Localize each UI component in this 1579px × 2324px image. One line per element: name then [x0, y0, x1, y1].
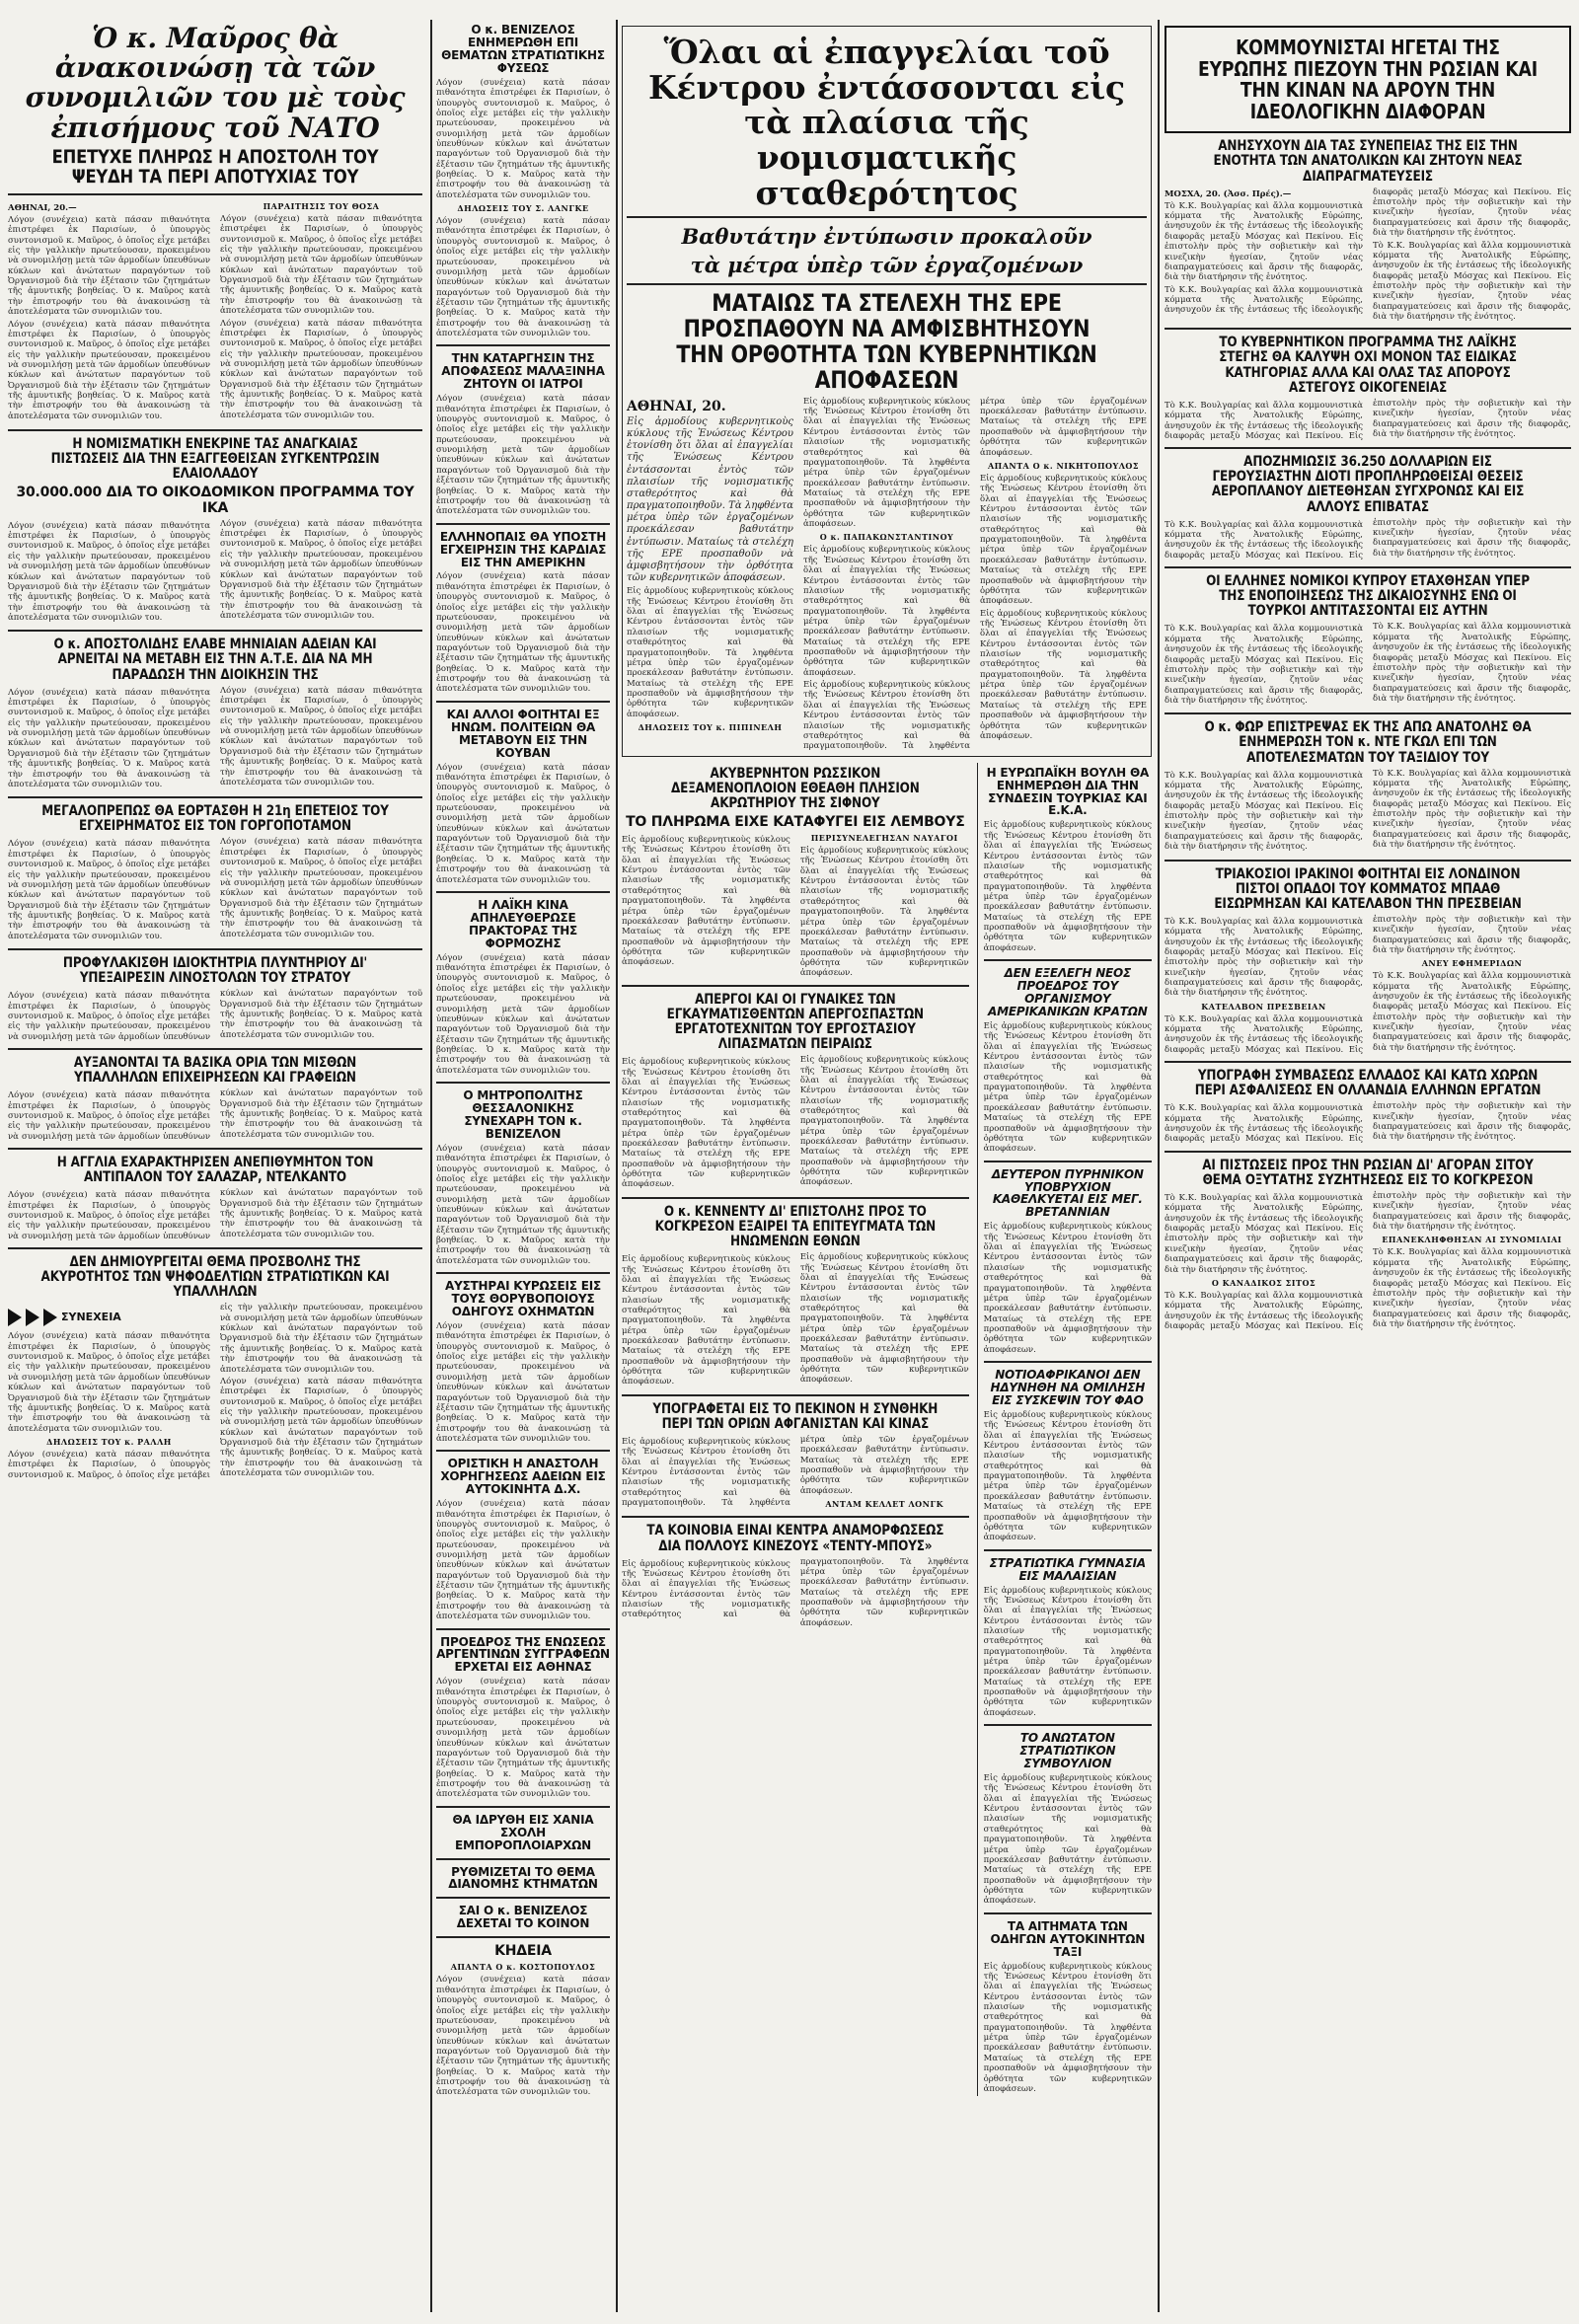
article-body — [622, 1055, 969, 1191]
headline: ΑΙ ΠΙΣΤΩΣΕΙΣ ΠΡΟΣ ΤΗΝ ΡΩΣΙΑΝ ΔΙ' ΑΓΟΡΑΝ ΣΙΤΟΥ ΘΕΜΑ ΟΞΥΤΑΤΗΣ ΣΥΖΗΤΗΣΕΩΣ ΕΙΣ ΤΟ ΚΟΓΚΡΕΣΟΝ — [1202, 1157, 1534, 1188]
divider — [1165, 566, 1571, 568]
section-signoff: ΔΗΛΩΣΕΙΣ ΤΟΥ κ. ΠΙΠΙΝΕΛΗ — [638, 722, 783, 733]
divider — [1165, 328, 1571, 330]
divider — [984, 1361, 1152, 1363]
headline: ΤΑ ΚΟΙΝΟΒΙΑ ΕΙΝΑΙ ΚΕΝΤΡΑ ΑΝΑΜΟΡΦΩΣΕΩΣ ΔΙΑ ΠΟΛΛΟΥΣ ΚΙΝΕΖΟΥΣ «ΤΕΝΤΥ-ΜΠΟΥΣ» — [646, 1523, 944, 1554]
headline: Η ΕΥΡΩΠΑΪΚΗ ΒΟΥΛΗ ΘΑ ΕΝΗΜΕΡΩΘΗ ΔΙΑ ΤΗΝ ΣΥΝΔΕΣΙΝ ΤΟΥΡΚΙΑΣ ΚΑΙ Ε.Κ.Α. — [986, 765, 1150, 818]
article-body — [622, 1435, 969, 1510]
divider — [1165, 860, 1571, 862]
article-text: Τὸ Κ.Κ. Βουλγαρίας καὶ ἄλλα κομμουνιστικὰ κόμματα τῆς Ἀνατολικῆς Εὐρώπης, ἀνησυχοῦν ἐκ τῆς ἐντάσεως τῆς ἰδεολογικῆς διαφορᾶς μεταξὺ Μόσχας καὶ Πεκίνου. Εἰς ἐπιστολὴν πρὸς τὴν σοβιετικὴν καὶ τὴν κινεζικὴν ἡγεσίαν, ζητοῦν νέας διαπραγματεύσεις καὶ ἄρσιν τῆς διαφορᾶς, διὰ τὴν διατήρησιν τῆς ἑνότητος. — [1373, 971, 1571, 1053]
article-body — [8, 1088, 422, 1142]
dateline: ΑΘΗΝΑΙ, 20.— — [8, 202, 77, 213]
article-body — [1165, 1101, 1571, 1144]
headline: ΘΑ ΙΔΡΥΘΗ ΕΙΣ ΧΑΝΙΑ ΣΧΟΛΗ ΕΜΠΟΡΟΠΛΟΙΑΡΧΩΝ — [452, 1812, 594, 1852]
article-text: Εἰς ἁρμοδίους κυβερνητικοὺς κύκλους τῆς Ἑνώσεως Κέντρου ἐτονίσθη ὅτι ὅλαι αἱ ἐπαγγελίαι τῆς Ἑνώσεως Κέντρου ἐντάσσονται ἐντὸς τῶν πλαισίων τῆς νομισματικῆς σταθερότητος καὶ θὰ πραγματοποιηθοῦν. Τὰ ληφθέντα μέτρα ὑπὲρ τῶν ἐργαζομένων προεκάλεσαν βαθυτάτην ἐντύπωσιν. Ματαίως τὰ στελέχη τῆς ΕΡΕ προσπαθοῦν νὰ ἀμφισβητήσουν τὴν ὀρθότητα τῶν κυβερνητικῶν ἀποφάσεων. — [622, 1435, 969, 1509]
article-text: Εἰς ἁρμοδίους κυβερνητικοὺς κύκλους τῆς Ἑνώσεως Κέντρου ἐτονίσθη ὅτι ὅλαι αἱ ἐπαγγελίαι τῆς Ἑνώσεως Κέντρου ἐντάσσονται ἐντὸς τῶν πλαισίων τῆς νομισματικῆς σταθερότητος καὶ θὰ πραγματοποιηθοῦν. Τὰ ληφθέντα μέτρα ὑπὲρ τῶν ἐργαζομένων προεκάλεσαν βαθυτάτην ἐντύπωσιν. Ματαίως τὰ στελέχη τῆς ΕΡΕ προσπαθοῦν νὰ ἀμφισβητήσουν τὴν ὀρθότητα τῶν κυβερνητικῶν ἀποφάσεων. — [980, 473, 1147, 607]
article-text: Εἰς ἁρμοδίους κυβερνητικοὺς κύκλους τῆς Ἑνώσεως Κέντρου ἐτονίσθη ὅτι ὅλαι αἱ ἐπαγγελίαι τῆς Ἑνώσεως Κέντρου ἐντάσσονται ἐντὸς τῶν πλαισίων τῆς νομισματικῆς σταθερότητος καὶ θὰ πραγματοποιηθοῦν. Τὰ ληφθέντα μέτρα ὑπὲρ τῶν ἐργαζομένων προεκάλεσαν βαθυτάτην ἐντύπωσιν. Ματαίως τὰ στελέχη τῆς ΕΡΕ προσπαθοῦν νὰ ἀμφισβητήσουν τὴν ὀρθότητα τῶν κυβερνητικῶν ἀποφάσεων. — [983, 1409, 1152, 1543]
article-text: Εἰς ἁρμοδίους κυβερνητικοὺς κύκλους τῆς Ἑνώσεως Κέντρου ἐτονίσθη ὅτι ὅλαι αἱ ἐπαγγελίαι τῆς Ἑνώσεως Κέντρου ἐντάσσονται ἐντὸς τῶν πλαισίων τῆς νομισματικῆς σταθερότητος καὶ θὰ πραγματοποιηθοῦν. Τὰ ληφθέντα μέτρα ὑπὲρ τῶν ἐργαζομένων προεκάλεσαν βαθυτάτην ἐντύπωσιν. Ματαίως τὰ στελέχη τῆς ΕΡΕ προσπαθοῦν νὰ ἀμφισβητήσουν τὴν ὀρθότητα τῶν κυβερνητικῶν ἀποφάσεων. — [983, 1585, 1152, 1718]
headline: ΠΡΟΕΔΡΟΣ ΤΗΣ ΕΝΩΣΕΩΣ ΑΡΓΕΝΤΙΝΩΝ ΣΥΓΓΡΑΦΕΩΝ ΕΡΧΕΤΑΙ ΕΙΣ ΑΘΗΝΑΣ — [436, 1634, 610, 1675]
section-signoff: Ο κ. ΠΑΠΑΚΩΝΣΤΑΝΤΙΝΟΥ — [819, 532, 954, 543]
divider — [1165, 447, 1571, 449]
article-text: Τὸ Κ.Κ. Βουλγαρίας καὶ ἄλλα κομμουνιστικὰ κόμματα τῆς Ἀνατολικῆς Εὐρώπης, ἀνησυχοῦν ἐκ τῆς ἐντάσεως τῆς ἰδεολογικῆς διαφορᾶς μεταξὺ Μόσχας καὶ Πεκίνου. Εἰς ἐπιστολὴν πρὸς τὴν σοβιετικὴν καὶ τὴν κινεζικὴν ἡγεσίαν, ζητοῦν νέας διαπραγματεύσεις καὶ ἄρσιν τῆς διαφορᾶς, διὰ τὴν διατήρησιν τῆς ἑνότητος. — [1165, 200, 1363, 283]
headline: Η ΛΑΪΚΗ ΚΙΝΑ ΑΠΗΛΕΥΘΕΡΩΣΕ ΠΡΑΚΤΟΡΑΣ ΤΗΣ ΦΟΡΜΟΖΗΣ — [468, 897, 578, 950]
headline: ΣΤΡΑΤΙΩΤΙΚΑ ΓΥΜΝΑΣΙΑ ΕΙΣ ΜΑΛΑΙΣΙΑΝ — [989, 1555, 1146, 1583]
headline: ΠΡΟΦΥΛΑΚΙΣΘΗ ΙΔΙΟΚΤΗΤΡΙΑ ΠΛΥΝΤΗΡΙΟΥ ΔΙ' ΥΠΕΞΑΙΡΕΣΙΝ ΛΙΝΟΣΤΟΛΩΝ ΤΟΥ ΣΤΡΑΤΟΥ — [62, 955, 368, 987]
subheadline: ΕΠΕΤΥΧΕ ΠΛΗΡΩΣ Η ΑΠΟΣΤΟΛΗ ΤΟΥ ΨΕΥΔΗ ΤΑ ΠΕΡΙ ΑΠΟΤΥΧΙΑΣ ΤΟΥ — [51, 145, 379, 188]
article-text: Λόγον (συνέχεια) κατὰ πάσαν πιθανότητα ἐπιστρέφει ἐκ Παρισίων, ὁ ὑπουργὸς συντονισμοῦ κ. Μαῦρος, ὁ ὁποῖος εἶχε μετάβει εἰς τὴν γαλλικὴν πρωτεύουσαν, προκειμένου νὰ συνομιλήσῃ μετὰ τῶν ἁρμοδίων ὑπευθύνων κύκλων καὶ ἀνώτατων παραγόντων τοῦ Ὀργανισμοῦ διὰ τὴν ἐξέτασιν τῶν ζητημάτων τῆς ἀμυντικῆς βοηθείας. Ὁ κ. Μαῦρος κατὰ τὴν ἐπιστροφήν του θὰ ἀνακοινώσῃ τὰ ἀποτελέσματα τῶν συνομιλιῶν του. — [8, 1188, 422, 1241]
article-text: Τὸ Κ.Κ. Βουλγαρίας καὶ ἄλλα κομμουνιστικὰ κόμματα τῆς Ἀνατολικῆς Εὐρώπης, ἀνησυχοῦν ἐκ τῆς ἐντάσεως τῆς ἰδεολογικῆς διαφορᾶς μεταξὺ Μόσχας καὶ Πεκίνου. Εἰς ἐπιστολὴν πρὸς τὴν σοβιετικὴν καὶ τὴν κινεζικὴν ἡγεσίαν, ζητοῦν νέας διαπραγματεύσεις καὶ ἄρσιν τῆς διαφορᾶς, διὰ τὴν διατήρησιν τῆς ἑνότητος. — [1373, 768, 1571, 851]
article-text: Λόγον (συνέχεια) κατὰ πάσαν πιθανότητα ἐπιστρέφει ἐκ Παρισίων, ὁ ὑπουργὸς συντονισμοῦ κ. Μαῦρος, ὁ ὁποῖος εἶχε μετάβει εἰς τὴν γαλλικὴν πρωτεύουσαν, προκειμένου νὰ συνομιλήσῃ μετὰ τῶν ἁρμοδίων ὑπευθύνων κύκλων καὶ ἀνώτατων παραγόντων τοῦ Ὀργανισμοῦ διὰ τὴν ἐξέτασιν τῶν ζητημάτων τῆς ἀμυντικῆς βοηθείας. Ὁ κ. Μαῦρος κατὰ τὴν ἐπιστροφήν του θὰ ἀνακοινώσῃ τὰ ἀποτελέσματα τῶν συνομιλιῶν του. — [8, 1088, 422, 1142]
headline: ΕΛΛΗΝΟΠΑΙΣ ΘΑ ΥΠΟΣΤΗ ΕΓΧΕΙΡΗΣΙΝ ΤΗΣ ΚΑΡΔΙΑΣ ΕΙΣ ΤΗΝ ΑΜΕΡΙΚΗΝ — [439, 529, 607, 569]
headline: ΟΙ ΕΛΛΗΝΕΣ ΝΟΜΙΚΟΙ ΚΥΠΡΟΥ ΕΤΑΧΘΗΣΑΝ ΥΠΕΡ ΤΗΣ ΕΝΟΠΟΙΗΣΕΩΣ ΤΗΣ ΔΙΚΑΙΟΣΥΝΗΣ ΕΝΩ ΟΙ ΤΟΥΡΚΟΙ ΑΝΤΙΤΑΣΣΟΝΤΑΙ ΕΙΣ ΑΥΤΗΝ — [1206, 573, 1530, 620]
lead-headline: ΚΟΜΜΟΥΝΙΣΤΑΙ ΗΓΕΤΑΙ ΤΗΣ ΕΥΡΩΠΗΣ ΠΙΕΖΟΥΝ ΤΗΝ ΡΩΣΙΑΝ ΚΑΙ ΤΗΝ ΚΙΝΑΝ ΝΑ ΑΡΟΥΝ ΤΗΝ ΙΔΕΟΛΟΓΙΚΗΝ ΔΙΑΦΟΡΑΝ — [1198, 36, 1538, 123]
article-body — [8, 1303, 422, 1480]
article-text: Εἰς ἁρμοδίους κυβερνητικοὺς κύκλους τῆς Ἑνώσεως Κέντρου ἐτονίσθη ὅτι ὅλαι αἱ ἐπαγγελίαι τῆς Ἑνώσεως Κέντρου ἐντάσσονται ἐντὸς τῶν πλαισίων τῆς νομισματικῆς σταθερότητος καὶ θὰ πραγματοποιηθοῦν. Τὰ ληφθέντα μέτρα ὑπὲρ τῶν ἐργαζομένων προεκάλεσαν βαθυτάτην ἐντύπωσιν. Ματαίως τὰ στελέχη τῆς ΕΡΕ προσπαθοῦν νὰ ἀμφισβητήσουν τὴν ὀρθότητα τῶν κυβερνητικῶν ἀποφάσεων. — [803, 396, 970, 530]
headline: ΤΡΙΑΚΟΣΙΟΙ ΙΡΑΚΙΝΟΙ ΦΟΙΤΗΤΑΙ ΕΙΣ ΛΟΝΔΙΝΟΝ ΠΙΣΤΟΙ ΟΠΑΔΟΙ ΤΟΥ ΚΟΜΜΑΤΟΣ ΜΠΑΑΘ ΕΙΣΩΡΜΗΣΑΝ ΚΑΙ ΚΑΤΕΛΑΒΟΝ ΤΗΝ ΠΡΕΣΒΕΙΑΝ — [1214, 865, 1522, 912]
headline: ΑΥΣΤΗΡΑΙ ΚΥΡΩΣΕΙΣ ΕΙΣ ΤΟΥΣ ΘΟΡΥΒΟΠΟΙΟΥΣ ΟΔΗΓΟΥΣ ΟΧΗΜΑΤΩΝ — [444, 1279, 601, 1319]
column-left — [8, 20, 422, 2314]
article-text: Λόγον (συνέχεια) κατὰ πάσαν πιθανότητα ἐπιστρέφει ἐκ Παρισίων, ὁ ὑπουργὸς συντονισμοῦ κ. Μαῦρος, ὁ ὁποῖος εἶχε μετάβει εἰς τὴν γαλλικὴν πρωτεύουσαν, προκειμένου νὰ συνομιλήσῃ μετὰ τῶν ἁρμοδίων ὑπευθύνων κύκλων καὶ ἀνώτατων παραγόντων τοῦ Ὀργανισμοῦ διὰ τὴν ἐξέτασιν τῶν ζητημάτων τῆς ἀμυντικῆς βοηθείας. Ὁ κ. Μαῦρος κατὰ τὴν ἐπιστροφήν του θὰ ἀνακοινώσῃ τὰ ἀποτελέσματα τῶν συνομιλιῶν του. — [220, 1376, 422, 1479]
divider — [984, 1161, 1152, 1162]
headline: ΑΥΞΑΝΟΝΤΑΙ ΤΑ ΒΑΣΙΚΑ ΟΡΙΑ ΤΩΝ ΜΙΣΘΩΝ ΥΠΑΛΛΗΛΩΝ ΕΠΙΧΕΙΡΗΣΕΩΝ ΚΑΙ ΓΡΑΦΕΙΩΝ — [73, 1055, 357, 1087]
section-signoff: ΕΠΑΝΕΚΛΗΦΘΗΣΑΝ ΑΙ ΣΥΝΟΜΙΛΙΑΙ — [1382, 1235, 1562, 1245]
divider — [1165, 712, 1571, 714]
lower-center — [622, 763, 1152, 2097]
headline: ΜΕΓΑΛΟΠΡΕΠΩΣ ΘΑ ΕΟΡΤΑΣΘΗ Η 21η ΕΠΕΤΕΙΟΣ ΤΟΥ ΕΓΧΕΙΡΗΜΑΤΟΣ ΕΙΣ ΤΟΝ ΓΟΡΓΟΠΟΤΑΜΟΝ — [41, 803, 389, 835]
article-body — [8, 686, 422, 791]
dateline: ΜΟΣΧΑ, 20. (Ἀσσ. Πρές).— — [1165, 188, 1292, 199]
article-text: Τὸ Κ.Κ. Βουλγαρίας καὶ ἄλλα κομμουνιστικὰ κόμματα τῆς Ἀνατολικῆς Εὐρώπης, ἀνησυχοῦν ἐκ τῆς ἐντάσεως τῆς ἰδεολογικῆς διαφορᾶς μεταξὺ Μόσχας καὶ Πεκίνου. Εἰς ἐπιστολὴν πρὸς τὴν σοβιετικὴν καὶ τὴν κινεζικὴν ἡγεσίαν, ζητοῦν νέας διαπραγματεύσεις καὶ ἄρσιν τῆς διαφορᾶς, διὰ τὴν διατήρησιν τῆς ἑνότητος. — [1165, 187, 1571, 316]
article-text: Λόγον (συνέχεια) κατὰ πάσαν πιθανότητα ἐπιστρέφει ἐκ Παρισίων, ὁ ὑπουργὸς συντονισμοῦ κ. Μαῦρος, ὁ ὁποῖος εἶχε μετάβει εἰς τὴν γαλλικὴν πρωτεύουσαν, προκειμένου νὰ συνομιλήσῃ μετὰ τῶν ἁρμοδίων ὑπευθύνων κύκλων καὶ ἀνώτατων παραγόντων τοῦ Ὀργανισμοῦ διὰ τὴν ἐξέτασιν τῶν ζητημάτων τῆς ἀμυντικῆς βοηθείας. Ὁ κ. Μαῦρος κατὰ τὴν ἐπιστροφήν του θὰ ἀνακοινώσῃ τὰ ἀποτελέσματα τῶν συνομιλιῶν του. — [8, 989, 422, 1042]
divider — [436, 1858, 610, 1860]
arrow-icon — [8, 1309, 22, 1326]
divider — [1165, 1151, 1571, 1153]
lower-center-side — [977, 763, 1152, 2097]
article-text: Λόγον (συνέχεια) κατὰ πάσαν πιθανότητα ἐπιστρέφει ἐκ Παρισίων, ὁ ὑπουργὸς συντονισμοῦ κ. Μαῦρος, ὁ ὁποῖος εἶχε μετάβει εἰς τὴν γαλλικὴν πρωτεύουσαν, προκειμένου νὰ συνομιλήσῃ μετὰ τῶν ἁρμοδίων ὑπευθύνων κύκλων καὶ ἀνώτατων παραγόντων τοῦ Ὀργανισμοῦ διὰ τὴν ἐξέτασιν τῶν ζητημάτων τῆς ἀμυντικῆς βοηθείας. Ὁ κ. Μαῦρος κατὰ τὴν ἐπιστροφήν του θὰ ἀνακοινώσῃ τὰ ἀποτελέσματα τῶν συνομιλιῶν του. — [8, 214, 210, 318]
article-text: Εἰς ἁρμοδίους κυβερνητικοὺς κύκλους τῆς Ἑνώσεως Κέντρου ἐτονίσθη ὅτι ὅλαι αἱ ἐπαγγελίαι τῆς Ἑνώσεως Κέντρου ἐντάσσονται ἐντὸς τῶν πλαισίων τῆς νομισματικῆς σταθερότητος καὶ θὰ πραγματοποιηθοῦν. Τὰ ληφθέντα μέτρα ὑπὲρ τῶν ἐργαζομένων προεκάλεσαν βαθυτάτην ἐντύπωσιν. Ματαίως τὰ στελέχη τῆς ΕΡΕ προσπαθοῦν νὰ ἀμφισβητήσουν τὴν ὀρθότητα τῶν κυβερνητικῶν ἀποφάσεων. — [799, 1055, 969, 1188]
headline: Ο κ. ΦΩΡ ΕΠΙΣΤΡΕΨΑΣ ΕΚ ΤΗΣ ΑΠΩ ΑΝΑΤΟΛΗΣ ΘΑ ΕΝΗΜΕΡΩΣΗ ΤΟΝ κ. ΝΤΕ ΓΚΩΛ ΕΠΙ ΤΩΝ ΑΠΟΤΕΛΕΣΜΑΤΩΝ ΤΟΥ ΤΑΞΙΔΙΟΥ ΤΟΥ — [1204, 719, 1532, 766]
article-text: Λόγον (συνέχεια) κατὰ πάσαν πιθανότητα ἐπιστρέφει ἐκ Παρισίων, ὁ ὑπουργὸς συντονισμοῦ κ. Μαῦρος, ὁ ὁποῖος εἶχε μετάβει εἰς τὴν γαλλικὴν πρωτεύουσαν, προκειμένου νὰ συνομιλήσῃ μετὰ τῶν ἁρμοδίων ὑπευθύνων κύκλων καὶ ἀνώτατων παραγόντων τοῦ Ὀργανισμοῦ διὰ τὴν ἐξέτασιν τῶν ζητημάτων τῆς ἀμυντικῆς βοηθείας. Ὁ κ. Μαῦρος κατὰ τὴν ἐπιστροφήν του θὰ ἀνακοινώσῃ τὰ ἀποτελέσματα τῶν συνομιλιῶν του. — [436, 77, 610, 200]
article-text: Εἰς ἁρμοδίους κυβερνητικοὺς κύκλους τῆς Ἑνώσεως Κέντρου ἐτονίσθη ὅτι ὅλαι αἱ ἐπαγγελίαι τῆς Ἑνώσεως Κέντρου ἐντάσσονται ἐντὸς τῶν πλαισίων τῆς νομισματικῆς σταθερότητος καὶ θὰ πραγματοποιηθοῦν. Τὰ ληφθέντα μέτρα ὑπὲρ τῶν ἐργαζομένων προεκάλεσαν βαθυτάτην ἐντύπωσιν. Ματαίως τὰ στελέχη τῆς ΕΡΕ προσπαθοῦν νὰ ἀμφισβητήσουν τὴν ὀρθότητα τῶν κυβερνητικῶν ἀποφάσεων. — [622, 1556, 969, 1628]
section-signoff: ΚΑΤΕΛΑΒΟΝ ΠΡΕΣΒΕΙΑΝ — [1201, 1001, 1326, 1012]
article-body — [1165, 622, 1571, 707]
article-text: Τὸ Κ.Κ. Βουλγαρίας καὶ ἄλλα κομμουνιστικὰ κόμματα τῆς Ἀνατολικῆς Εὐρώπης, ἀνησυχοῦν ἐκ τῆς ἐντάσεως τῆς ἰδεολογικῆς διαφορᾶς μεταξὺ Μόσχας καὶ Πεκίνου. Εἰς ἐπιστολὴν πρὸς τὴν σοβιετικὴν καὶ τὴν κινεζικὴν ἡγεσίαν, ζητοῦν νέας διαπραγματεύσεις καὶ ἄρσιν τῆς διαφορᾶς, διὰ τὴν διατήρησιν τῆς ἑνότητος. — [1165, 1101, 1571, 1145]
section-signoff: ΠΕΡΙΣΥΝΕΛΕΓΗΣΑΝ ΝΑΥΑΓΟΙ — [810, 833, 958, 844]
article-text: Τὸ Κ.Κ. Βουλγαρίας καὶ ἄλλα κομμουνιστικὰ κόμματα τῆς Ἀνατολικῆς Εὐρώπης, ἀνησυχοῦν ἐκ τῆς ἐντάσεως τῆς ἰδεολογικῆς διαφορᾶς μεταξὺ Μόσχας καὶ Πεκίνου. Εἰς ἐπιστολὴν πρὸς τὴν σοβιετικὴν καὶ τὴν κινεζικὴν ἡγεσίαν, ζητοῦν νέας διαπραγματεύσεις καὶ ἄρσιν τῆς διαφορᾶς, διὰ τὴν διατήρησιν τῆς ἑνότητος. — [1165, 398, 1571, 441]
article-text: Εἰς ἁρμοδίους κυβερνητικοὺς κύκλους τῆς Ἑνώσεως Κέντρου ἐτονίσθη ὅτι ὅλαι αἱ ἐπαγγελίαι τῆς Ἑνώσεως Κέντρου ἐντάσσονται ἐντὸς τῶν πλαισίων τῆς νομισματικῆς σταθερότητος καὶ θὰ πραγματοποιηθοῦν. Τὰ ληφθέντα μέτρα ὑπὲρ τῶν ἐργαζομένων προεκάλεσαν βαθυτάτην ἐντύπωσιν. Ματαίως τὰ στελέχη τῆς ΕΡΕ προσπαθοῦν νὰ ἀμφισβητήσουν τὴν ὀρθότητα τῶν κυβερνητικῶν ἀποφάσεων. — [799, 1252, 969, 1386]
article-body — [1165, 915, 1571, 1055]
article-body — [8, 519, 422, 625]
divider — [436, 1806, 610, 1808]
article-text: Εἰς ἁρμοδίους κυβερνητικοὺς κύκλους τῆς Ἑνώσεως Κέντρου ἐτονίσθη ὅτι ὅλαι αἱ ἐπαγγελίαι τῆς Ἑνώσεως Κέντρου ἐντάσσονται ἐντὸς τῶν πλαισίων τῆς νομισματικῆς σταθερότητος καὶ θὰ πραγματοποιηθοῦν. Τὰ ληφθέντα μέτρα ὑπὲρ τῶν ἐργαζομένων προεκάλεσαν βαθυτάτην ἐντύπωσιν. Ματαίως τὰ στελέχη τῆς ΕΡΕ προσπαθοῦν νὰ ἀμφισβητήσουν τὴν ὀρθότητα τῶν κυβερνητικῶν ἀποφάσεων. — [622, 835, 790, 968]
divider — [8, 1048, 422, 1050]
divider — [8, 948, 422, 950]
article-text: Εἰς ἁρμοδίους κυβερνητικοὺς κύκλους τῆς Ἑνώσεως Κέντρου ἐτονίσθη ὅτι ὅλαι αἱ ἐπαγγελίαι τῆς Ἑνώσεως Κέντρου ἐντάσσονται ἐντὸς τῶν πλαισίων τῆς νομισματικῆς σταθερότητος καὶ θὰ πραγματοποιηθοῦν. Τὰ ληφθέντα μέτρα ὑπὲρ τῶν ἐργαζομένων προεκάλεσαν βαθυτάτην ἐντύπωσιν. Ματαίως τὰ στελέχη τῆς ΕΡΕ προσπαθοῦν νὰ ἀμφισβητήσουν τὴν ὀρθότητα τῶν κυβερνητικῶν ἀποφάσεων. — [622, 1254, 790, 1387]
subheadline: ΑΝΗΣΥΧΟΥΝ ΔΙΑ ΤΑΣ ΣΥΝΕΠΕΙΑΣ ΤΗΣ ΕΙΣ ΤΗΝ ΕΝΟΤΗΤΑ ΤΩΝ ΑΝΑΤΟΛΙΚΩΝ ΚΑΙ ΖΗΤΟΥΝ ΝΕΑΣ ΔΙΑΠΡΑΓΜΑΤΕΥΣΕΙΣ — [1213, 138, 1523, 185]
section-signoff: ΑΠΑΝΤΑ Ο κ. ΚΟΣΤΟΠΟΥΛΟΣ — [450, 1962, 596, 1973]
divider — [8, 1148, 422, 1150]
headline: ΝΟΤΙΟΑΦΡΙΚΑΝΟΙ ΔΕΝ ΗΔΥΝΗΘΗ ΝΑ ΟΜΙΛΗΣΗ ΕΙΣ ΣΥΣΚΕΨΙΝ ΤΟΥ ΦΑΟ — [990, 1368, 1146, 1407]
subheadline: ΜΑΤΑΙΩΣ ΤΑ ΣΤΕΛΕΧΗ ΤΗΣ ΕΡΕ ΠΡΟΣΠΑΘΟΥΝ ΝΑ ΑΜΦΙΣΒΗΤΗΣΟΥΝ ΤΗΝ ΟΡΘΟΤΗΤΑ ΤΩΝ ΚΥΒΕΡΝΗΤΙΚΩΝ ΑΠΟΦΑΣΕΩΝ — [676, 289, 1097, 394]
article-body — [8, 989, 422, 1042]
headline: ΟΡΙΣΤΙΚΗ Η ΑΝΑΣΤΟΛΗ ΧΟΡΗΓΗΣΕΩΣ ΑΔΕΙΩΝ ΕΙΣ ΑΥΤΟΚΙΝΗΤΑ Δ.Χ. — [440, 1457, 606, 1497]
divider — [622, 1394, 969, 1396]
divider — [8, 193, 422, 195]
article-text: Λόγον (συνέχεια) κατὰ πάσαν πιθανότητα ἐπιστρέφει ἐκ Παρισίων, ὁ ὑπουργὸς συντονισμοῦ κ. Μαῦρος, ὁ ὁποῖος εἶχε μετάβει εἰς τὴν γαλλικὴν πρωτεύουσαν, προκειμένου νὰ συνομιλήσῃ μετὰ τῶν ἁρμοδίων ὑπευθύνων κύκλων καὶ ἀνώτατων παραγόντων τοῦ Ὀργανισμοῦ διὰ τὴν ἐξέτασιν τῶν ζητημάτων τῆς ἀμυντικῆς βοηθείας. Ὁ κ. Μαῦρος κατὰ τὴν ἐπιστροφήν του θὰ ἀνακοινώσῃ τὰ ἀποτελέσματα τῶν συνομιλιῶν του. — [8, 839, 210, 941]
section-signoff: ΑΠΑΝΤΑ Ο κ. ΝΙΚΗΤΟΠΟΥΛΟΣ — [987, 460, 1140, 471]
divider — [436, 1082, 610, 1084]
headline: Ο ΜΗΤΡΟΠΟΛΙΤΗΣ ΘΕΣΣΑΛΟΝΙΚΗΣ ΣΥΝΕΧΑΡΗ ΤΟΝ κ. ΒΕΝΙΖΕΛΟΝ — [463, 1088, 583, 1141]
article-body — [622, 1557, 969, 1629]
headline: Ο κ. ΑΠΟΣΤΟΛΙΔΗΣ ΕΛΑΒΕ ΜΗΝΙΑΙΑΝ ΑΔΕΙΑΝ ΚΑΙ ΑΡΝΕΙΤΑΙ ΝΑ ΜΕΤΑΒΗ ΕΙΣ ΤΗΝ Α.Τ.Ε. ΔΙΑ ΝΑ ΜΗ ΠΑΡΑΔΩΣΗ ΤΗΝ ΔΙΟΙΚΗΣΙΝ ΤΗΣ — [53, 637, 377, 683]
article-text: Εἰς ἁρμοδίους κυβερνητικοὺς κύκλους τῆς Ἑνώσεως Κέντρου ἐτονίσθη ὅτι ὅλαι αἱ ἐπαγγελίαι τῆς Ἑνώσεως Κέντρου ἐντάσσονται ἐντὸς τῶν πλαισίων τῆς νομισματικῆς σταθερότητος καὶ θὰ πραγματοποιηθοῦν. Τὰ ληφθέντα μέτρα ὑπὲρ τῶν ἐργαζομένων προεκάλεσαν βαθυτάτην ἐντύπωσιν. Ματαίως τὰ στελέχη τῆς ΕΡΕ προσπαθοῦν νὰ ἀμφισβητήσουν τὴν ὀρθότητα τῶν κυβερνητικῶν ἀποφάσεων. — [627, 415, 793, 584]
article-text: Τὸ Κ.Κ. Βουλγαρίας καὶ ἄλλα κομμουνιστικὰ κόμματα τῆς Ἀνατολικῆς Εὐρώπης, ἀνησυχοῦν ἐκ τῆς ἐντάσεως τῆς ἰδεολογικῆς διαφορᾶς μεταξὺ Μόσχας καὶ Πεκίνου. Εἰς ἐπιστολὴν πρὸς τὴν σοβιετικὴν καὶ τὴν κινεζικὴν ἡγεσίαν, ζητοῦν νέας διαπραγματεύσεις καὶ ἄρσιν τῆς διαφορᾶς, διὰ τὴν διατήρησιν τῆς ἑνότητος. — [1373, 622, 1571, 704]
headline: Ο κ. ΒΕΝΙΖΕΛΟΣ ΕΝΗΜΕΡΩΘΗ ΕΠΙ ΘΕΜΑΤΩΝ ΣΤΡΑΤΙΩΤΙΚΗΣ ΦΥΣΕΩΣ — [441, 23, 605, 75]
article-text: Εἰς ἁρμοδίους κυβερνητικοὺς κύκλους τῆς Ἑνώσεως Κέντρου ἐτονίσθη ὅτι ὅλαι αἱ ἐπαγγελίαι τῆς Ἑνώσεως Κέντρου ἐντάσσονται ἐντὸς τῶν πλαισίων τῆς νομισματικῆς σταθερότητος καὶ θὰ πραγματοποιηθοῦν. Τὰ ληφθέντα μέτρα ὑπὲρ τῶν ἐργαζομένων προεκάλεσαν βαθυτάτην ἐντύπωσιν. Ματαίως τὰ στελέχη τῆς ΕΡΕ προσπαθοῦν νὰ ἀμφισβητήσουν τὴν ὀρθότητα τῶν κυβερνητικῶν ἀποφάσεων. — [983, 1020, 1152, 1155]
article-text: Λόγον (συνέχεια) κατὰ πάσαν πιθανότητα ἐπιστρέφει ἐκ Παρισίων, ὁ ὑπουργὸς συντονισμοῦ κ. Μαῦρος, ὁ ὁποῖος εἶχε μετάβει εἰς τὴν γαλλικὴν πρωτεύουσαν, προκειμένου νὰ συνομιλήσῃ μετὰ τῶν ἁρμοδίων ὑπευθύνων κύκλων καὶ ἀνώτατων παραγόντων τοῦ Ὀργανισμοῦ διὰ τὴν ἐξέτασιν τῶν ζητημάτων τῆς ἀμυντικῆς βοηθείας. Ὁ κ. Μαῦρος κατὰ τὴν ἐπιστροφήν του θὰ ἀνακοινώσῃ τὰ ἀποτελέσματα τῶν συνομιλιῶν του. — [8, 520, 210, 623]
article-text: Τὸ Κ.Κ. Βουλγαρίας καὶ ἄλλα κομμουνιστικὰ κόμματα τῆς Ἀνατολικῆς Εὐρώπης, ἀνησυχοῦν ἐκ τῆς ἐντάσεως τῆς ἰδεολογικῆς διαφορᾶς μεταξὺ Μόσχας καὶ Πεκίνου. Εἰς ἐπιστολὴν πρὸς τὴν σοβιετικὴν καὶ τὴν κινεζικὴν ἡγεσίαν, ζητοῦν νέας διαπραγματεύσεις καὶ ἄρσιν τῆς διαφορᾶς, διὰ τὴν διατήρησιν τῆς ἑνότητος. — [1165, 914, 1571, 1055]
headline: ΤΗΝ ΚΑΤΑΡΓΗΣΙΝ ΤΗΣ ΑΠΟΦΑΣΕΩΣ ΜΑΛΑΞΙΝΗΑ ΖΗΤΟΥΝ ΟΙ ΙΑΤΡΟΙ — [441, 351, 605, 392]
divider — [8, 796, 422, 798]
divider — [984, 1912, 1152, 1914]
divider — [436, 891, 610, 893]
article-body — [627, 397, 1147, 752]
headline: ΑΠΟΖΗΜΙΩΣΙΣ 36.250 ΔΟΛΛΑΡΙΩΝ ΕΙΣ ΓΕΡΟΥΣΙΑΣΤΗΝ ΔΙΟΤΙ ΠΡΟΠΛΗΡΩΘΕΙΣΑΙ ΘΕΣΕΙΣ ΑΕΡΟΠΛΑΝΟΥ ΔΙΕΤΕΘΗΣΑΝ ΣΥΓΧΡΟΝΩΣ ΚΑΙ ΕΙΣ ΑΛΛΟΥΣ ΕΠΙΒΑΤΑΣ — [1211, 454, 1525, 515]
lead-story-box — [1165, 26, 1571, 133]
headline: ΥΠΟΓΡΑΦΗ ΣΥΜΒΑΣΕΩΣ ΕΛΛΑΔΟΣ ΚΑΙ ΚΑΤΩ ΧΩΡΩΝ ΠΕΡΙ ΑΣΦΑΛΙΣΕΩΣ ΕΝ ΟΛΛΑΝΔΙΑ ΕΛΛΗΝΩΝ ΕΡΓΑΤΩΝ — [1194, 1068, 1541, 1099]
divider — [622, 1516, 969, 1518]
section-signoff: ΑΝΤΑΜ ΚΕΛΛΕΤ ΛΟΝΓΚ — [825, 1499, 944, 1510]
column-right — [1165, 20, 1571, 2314]
lower-center-main — [622, 763, 969, 2097]
divider — [984, 959, 1152, 961]
column-rule — [1158, 20, 1160, 2312]
section-signoff: Ο ΚΑΝΑΔΙΚΟΣ ΣΙΤΟΣ — [1211, 1277, 1316, 1288]
article-body — [1165, 769, 1571, 854]
article-text: Λόγον (συνέχεια) κατὰ πάσαν πιθανότητα ἐπιστρέφει ἐκ Παρισίων, ὁ ὑπουργὸς συντονισμοῦ κ. Μαῦρος, ὁ ὁποῖος εἶχε μετάβει εἰς τὴν γαλλικὴν πρωτεύουσαν, προκειμένου νὰ συνομιλήσῃ μετὰ τῶν ἁρμοδίων ὑπευθύνων κύκλων καὶ ἀνώτατων παραγόντων τοῦ Ὀργανισμοῦ διὰ τὴν ἐξέτασιν τῶν ζητημάτων τῆς ἀμυντικῆς βοηθείας. Ὁ κ. Μαῦρος κατὰ τὴν ἐπιστροφήν του θὰ ἀνακοινώσῃ τὰ ἀποτελέσματα τῶν συνομιλιῶν του. — [436, 1975, 610, 2098]
article-text: Εἰς ἁρμοδίους κυβερνητικοὺς κύκλους τῆς Ἑνώσεως Κέντρου ἐτονίσθη ὅτι ὅλαι αἱ ἐπαγγελίαι τῆς Ἑνώσεως Κέντρου ἐντάσσονται ἐντὸς τῶν πλαισίων τῆς νομισματικῆς σταθερότητος καὶ θὰ πραγματοποιηθοῦν. Τὰ ληφθέντα μέτρα ὑπὲρ τῶν ἐργαζομένων προεκάλεσαν βαθυτάτην ἐντύπωσιν. Ματαίως τὰ στελέχη τῆς ΕΡΕ προσπαθοῦν νὰ ἀμφισβητήσουν τὴν ὀρθότητα τῶν κυβερνητικῶν ἀποφάσεων. — [980, 608, 1147, 741]
section-signoff: ΑΝΕΥ ΕΦΗΜΕΡΙΔΩΝ — [1421, 958, 1523, 969]
headline: ΔΕΝ ΔΗΜΙΟΥΡΓΕΙΤΑΙ ΘΕΜΑ ΠΡΟΣΒΟΛΗΣ ΤΗΣ ΑΚΥΡΟΤΗΤΟΣ ΤΩΝ ΨΗΦΟΔΕΛΤΙΩΝ ΣΤΡΑΤΙΩΤΙΚΩΝ ΚΑΙ ΥΠΑΛΛΗΛΩΝ — [40, 1254, 390, 1301]
article-body — [1165, 518, 1571, 561]
article-text: Τὸ Κ.Κ. Βουλγαρίας καὶ ἄλλα κομμουνιστικὰ κόμματα τῆς Ἀνατολικῆς Εὐρώπης, ἀνησυχοῦν ἐκ τῆς ἐντάσεως τῆς ἰδεολογικῆς διαφορᾶς μεταξὺ Μόσχας καὶ Πεκίνου. Εἰς ἐπιστολὴν πρὸς τὴν σοβιετικὴν καὶ τὴν κινεζικὴν ἡγεσίαν, ζητοῦν νέας διαπραγματεύσεις καὶ ἄρσιν τῆς διαφορᾶς, διὰ τὴν διατήρησιν τῆς ἑνότητος. — [1165, 916, 1363, 999]
article-text: Λόγον (συνέχεια) κατὰ πάσαν πιθανότητα ἐπιστρέφει ἐκ Παρισίων, ὁ ὑπουργὸς συντονισμοῦ κ. Μαῦρος, ὁ ὁποῖος εἶχε μετάβει εἰς τὴν γαλλικὴν πρωτεύουσαν, προκειμένου νὰ συνομιλήσῃ μετὰ τῶν ἁρμοδίων ὑπευθύνων κύκλων καὶ ἀνώτατων παραγόντων τοῦ Ὀργανισμοῦ διὰ τὴν ἐξέτασιν τῶν ζητημάτων τῆς ἀμυντικῆς βοηθείας. Ὁ κ. Μαῦρος κατὰ τὴν ἐπιστροφήν του θὰ ἀνακοινώσῃ τὰ ἀποτελέσματα τῶν συνομιλιῶν του. — [436, 952, 610, 1076]
subheadline: Βαθυτάτην ἐντύπωσιν προκαλοῦν — [681, 224, 1092, 250]
divider — [8, 429, 422, 431]
article-body — [8, 201, 422, 423]
article-text: Τὸ Κ.Κ. Βουλγαρίας καὶ ἄλλα κομμουνιστικὰ κόμματα τῆς Ἀνατολικῆς Εὐρώπης, ἀνησυχοῦν ἐκ τῆς ἐντάσεως τῆς ἰδεολογικῆς διαφορᾶς μεταξὺ Μόσχας καὶ Πεκίνου. Εἰς ἐπιστολὴν πρὸς τὴν σοβιετικὴν καὶ τὴν κινεζικὴν ἡγεσίαν, ζητοῦν νέας διαπραγματεύσεις καὶ ἄρσιν τῆς διαφορᾶς, διὰ τὴν διατήρησιν τῆς ἑνότητος. — [1165, 1193, 1363, 1275]
article-text: Λόγον (συνέχεια) κατὰ πάσαν πιθανότητα ἐπιστρέφει ἐκ Παρισίων, ὁ ὑπουργὸς συντονισμοῦ κ. Μαῦρος, ὁ ὁποῖος εἶχε μετάβει εἰς τὴν γαλλικὴν πρωτεύουσαν, προκειμένου νὰ συνομιλήσῃ μετὰ τῶν ἁρμοδίων ὑπευθύνων κύκλων καὶ ἀνώτατων παραγόντων τοῦ Ὀργανισμοῦ διὰ τὴν ἐξέτασιν τῶν ζητημάτων τῆς ἀμυντικῆς βοηθείας. Ὁ κ. Μαῦρος κατὰ τὴν ἐπιστροφήν του θὰ ἀνακοινώσῃ τὰ ἀποτελέσματα τῶν συνομιλιῶν του. — [436, 394, 610, 517]
divider — [436, 1936, 610, 1938]
article-text: Λόγον (συνέχεια) κατὰ πάσαν πιθανότητα ἐπιστρέφει ἐκ Παρισίων, ὁ ὑπουργὸς συντονισμοῦ κ. Μαῦρος, ὁ ὁποῖος εἶχε μετάβει εἰς τὴν γαλλικὴν πρωτεύουσαν, προκειμένου νὰ συνομιλήσῃ μετὰ τῶν ἁρμοδίων ὑπευθύνων κύκλων καὶ ἀνώτατων παραγόντων τοῦ Ὀργανισμοῦ διὰ τὴν ἐξέτασιν τῶν ζητημάτων τῆς ἀμυντικῆς βοηθείας. Ὁ κ. Μαῦρος κατὰ τὴν ἐπιστροφήν του θὰ ἀνακοινώσῃ τὰ ἀποτελέσματα τῶν συνομιλιῶν του. — [436, 216, 610, 339]
divider — [622, 1197, 969, 1199]
article-text: Λόγον (συνέχεια) κατὰ πάσαν πιθανότητα ἐπιστρέφει ἐκ Παρισίων, ὁ ὑπουργὸς συντονισμοῦ κ. Μαῦρος, ὁ ὁποῖος εἶχε μετάβει εἰς τὴν γαλλικὴν πρωτεύουσαν, προκειμένου νὰ συνομιλήσῃ μετὰ τῶν ἁρμοδίων ὑπευθύνων κύκλων καὶ ἀνώτατων παραγόντων τοῦ Ὀργανισμοῦ διὰ τὴν ἐξέτασιν τῶν ζητημάτων τῆς ἀμυντικῆς βοηθείας. Ὁ κ. Μαῦρος κατὰ τὴν ἐπιστροφήν του θὰ ἀνακοινώσῃ τὰ ἀποτελέσματα τῶν συνομιλιῶν του. — [8, 1331, 210, 1434]
article-text: Εἰς ἁρμοδίους κυβερνητικοὺς κύκλους τῆς Ἑνώσεως Κέντρου ἐτονίσθη ὅτι ὅλαι αἱ ἐπαγγελίαι τῆς Ἑνώσεως Κέντρου ἐντάσσονται ἐντὸς τῶν πλαισίων τῆς νομισματικῆς σταθερότητος καὶ θὰ πραγματοποιηθοῦν. Τὰ ληφθέντα μέτρα ὑπὲρ τῶν ἐργαζομένων προεκάλεσαν βαθυτάτην ἐντύπωσιν. Ματαίως τὰ στελέχη τῆς ΕΡΕ προσπαθοῦν νὰ ἀμφισβητήσουν τὴν ὀρθότητα τῶν κυβερνητικῶν ἀποφάσεων. — [803, 396, 1147, 752]
article-text: Λόγον (συνέχεια) κατὰ πάσαν πιθανότητα ἐπιστρέφει ἐκ Παρισίων, ὁ ὑπουργὸς συντονισμοῦ κ. Μαῦρος, ὁ ὁποῖος εἶχε μετάβει εἰς τὴν γαλλικὴν πρωτεύουσαν, προκειμένου νὰ συνομιλήσῃ μετὰ τῶν ἁρμοδίων ὑπευθύνων κύκλων καὶ ἀνώτατων παραγόντων τοῦ Ὀργανισμοῦ διὰ τὴν ἐξέτασιν τῶν ζητημάτων τῆς ἀμυντικῆς βοηθείας. Ὁ κ. Μαῦρος κατὰ τὴν ἐπιστροφήν του θὰ ἀνακοινώσῃ τὰ ἀποτελέσματα τῶν συνομιλιῶν του. — [220, 518, 422, 621]
headline: Ο κ. ΚΕΝΝΕΝΤΥ ΔΙ' ΕΠΙΣΤΟΛΗΣ ΠΡΟΣ ΤΟ ΚΟΓΚΡΕΣΟΝ ΕΞΑΙΡΕΙ ΤΑ ΕΠΙΤΕΥΓΜΑΤΑ ΤΩΝ ΗΝΩΜΕΝΩΝ ΕΘΝΩΝ — [654, 1203, 937, 1250]
article-text: Λόγον (συνέχεια) κατὰ πάσαν πιθανότητα ἐπιστρέφει ἐκ Παρισίων, ὁ ὑπουργὸς συντονισμοῦ κ. Μαῦρος, ὁ ὁποῖος εἶχε μετάβει εἰς τὴν γαλλικὴν πρωτεύουσαν, προκειμένου νὰ συνομιλήσῃ μετὰ τῶν ἁρμοδίων ὑπευθύνων κύκλων καὶ ἀνώτατων παραγόντων τοῦ Ὀργανισμοῦ διὰ τὴν ἐξέτασιν τῶν ζητημάτων τῆς ἀμυντικῆς βοηθείας. Ὁ κ. Μαῦρος κατὰ τὴν ἐπιστροφήν του θὰ ἀνακοινώσῃ τὰ ἀποτελέσματα τῶν συνομιλιῶν του. — [436, 1321, 610, 1444]
headline: ΣΑΙ Ο κ. ΒΕΝΙΖΕΛΟΣ ΔΕΧΕΤΑΙ ΤΟ ΚΟΙΝΟΝ — [456, 1904, 590, 1931]
lead-headline: Ὁ κ. Μαῦρος θὰ ἀνακοινώσῃ τὰ τῶν συνομιλιῶν του μὲ τοὺς ἐπισήμους τοῦ ΝΑΤΟ — [25, 22, 406, 144]
article-text: Εἰς ἁρμοδίους κυβερνητικοὺς κύκλους τῆς Ἑνώσεως Κέντρου ἐτονίσθη ὅτι ὅλαι αἱ ἐπαγγελίαι τῆς Ἑνώσεως Κέντρου ἐντάσσονται ἐντὸς τῶν πλαισίων τῆς νομισματικῆς σταθερότητος καὶ θὰ πραγματοποιηθοῦν. Τὰ ληφθέντα μέτρα ὑπὲρ τῶν ἐργαζομένων προεκάλεσαν βαθυτάτην ἐντύπωσιν. Ματαίως τὰ στελέχη τῆς ΕΡΕ προσπαθοῦν νὰ ἀμφισβητήσουν τὴν ὀρθότητα τῶν κυβερνητικῶν ἀποφάσεων. — [983, 820, 1152, 953]
divider — [436, 1897, 610, 1899]
headline: ΔΕΥΤΕΡΟΝ ΠΥΡΗΝΙΚΟΝ ΥΠΟΒΡΥΧΙΟΝ ΚΑΘΕΛΚΥΕΤΑΙ ΕΙΣ ΜΕΓ. ΒΡΕΤΑΝΝΙΑΝ — [991, 1166, 1144, 1220]
column-second — [436, 20, 610, 2314]
subheadline: τὰ μέτρα ὑπὲρ τῶν ἐργαζομένων — [690, 253, 1084, 278]
article-body — [1165, 1191, 1571, 1331]
arrow-icon — [26, 1309, 39, 1326]
continue-marker — [8, 1307, 210, 1327]
article-text: Λόγον (συνέχεια) κατὰ πάσαν πιθανότητα ἐπιστρέφει ἐκ Παρισίων, ὁ ὑπουργὸς συντονισμοῦ κ. Μαῦρος, ὁ ὁποῖος εἶχε μετάβει εἰς τὴν γαλλικὴν πρωτεύουσαν, προκειμένου νὰ συνομιλήσῃ μετὰ τῶν ἁρμοδίων ὑπευθύνων κύκλων καὶ ἀνώτατων παραγόντων τοῦ Ὀργανισμοῦ διὰ τὴν ἐξέτασιν τῶν ζητημάτων τῆς ἀμυντικῆς βοηθείας. Ὁ κ. Μαῦρος κατὰ τὴν ἐπιστροφήν του θὰ ἀνακοινώσῃ τὰ ἀποτελέσματα τῶν συνομιλιῶν του. — [436, 1677, 610, 1800]
article-text: Λόγον (συνέχεια) κατὰ πάσαν πιθανότητα ἐπιστρέφει ἐκ Παρισίων, ὁ ὑπουργὸς συντονισμοῦ κ. Μαῦρος, ὁ ὁποῖος εἶχε μετάβει εἰς τὴν γαλλικὴν πρωτεύουσαν, προκειμένου νὰ συνομιλήσῃ μετὰ τῶν ἁρμοδίων ὑπευθύνων κύκλων καὶ ἀνώτατων παραγόντων τοῦ Ὀργανισμοῦ διὰ τὴν ἐξέτασιν τῶν ζητημάτων τῆς ἀμυντικῆς βοηθείας. Ὁ κ. Μαῦρος κατὰ τὴν ἐπιστροφήν του θὰ ἀνακοινώσῃ τὰ ἀποτελέσματα τῶν συνομιλιῶν του. — [220, 318, 422, 420]
article-text: Τὸ Κ.Κ. Βουλγαρίας καὶ ἄλλα κομμουνιστικὰ κόμματα τῆς Ἀνατολικῆς Εὐρώπης, ἀνησυχοῦν ἐκ τῆς ἐντάσεως τῆς ἰδεολογικῆς διαφορᾶς μεταξὺ Μόσχας καὶ Πεκίνου. Εἰς ἐπιστολὴν πρὸς τὴν σοβιετικὴν καὶ τὴν κινεζικὴν ἡγεσίαν, ζητοῦν νέας διαπραγματεύσεις καὶ ἄρσιν τῆς διαφορᾶς, διὰ τὴν διατήρησιν τῆς ἑνότητος. — [1373, 1247, 1571, 1329]
article-text: Τὸ Κ.Κ. Βουλγαρίας καὶ ἄλλα κομμουνιστικὰ κόμματα τῆς Ἀνατολικῆς Εὐρώπης, ἀνησυχοῦν ἐκ τῆς ἐντάσεως τῆς ἰδεολογικῆς διαφορᾶς μεταξὺ Μόσχας καὶ Πεκίνου. Εἰς ἐπιστολὴν πρὸς τὴν σοβιετικὴν καὶ τὴν κινεζικὴν ἡγεσίαν, ζητοῦν νέας διαπραγματεύσεις καὶ ἄρσιν τῆς διαφορᾶς, διὰ τὴν διατήρησιν τῆς ἑνότητος. — [1165, 517, 1571, 561]
headline: ΤΑ ΑΙΤΗΜΑΤΑ ΤΩΝ ΟΔΗΓΩΝ ΑΥΤΟΚΙΝΗΤΩΝ ΤΑΞΙ — [990, 1918, 1146, 1959]
arrow-icon — [43, 1309, 57, 1326]
headline: ΚΗΔΕΙΑ — [494, 1943, 552, 1960]
article-text: Λόγον (συνέχεια) κατὰ πάσαν πιθανότητα ἐπιστρέφει ἐκ Παρισίων, ὁ ὑπουργὸς συντονισμοῦ κ. Μαῦρος, ὁ ὁποῖος εἶχε μετάβει εἰς τὴν γαλλικὴν πρωτεύουσαν, προκειμένου νὰ συνομιλήσῃ μετὰ τῶν ἁρμοδίων ὑπευθύνων κύκλων καὶ ἀνώτατων παραγόντων τοῦ Ὀργανισμοῦ διὰ τὴν ἐξέτασιν τῶν ζητημάτων τῆς ἀμυντικῆς βοηθείας. Ὁ κ. Μαῦρος κατὰ τὴν ἐπιστροφήν του θὰ ἀνακοινώσῃ τὰ ἀποτελέσματα τῶν συνομιλιῶν του. — [436, 571, 610, 695]
article-text: Τὸ Κ.Κ. Βουλγαρίας καὶ ἄλλα κομμουνιστικὰ κόμματα τῆς Ἀνατολικῆς Εὐρώπης, ἀνησυχοῦν ἐκ τῆς ἐντάσεως τῆς ἰδεολογικῆς διαφορᾶς μεταξὺ Μόσχας καὶ Πεκίνου. Εἰς ἐπιστολὴν πρὸς τὴν σοβιετικὴν καὶ τὴν κινεζικὴν ἡγεσίαν, ζητοῦν νέας διαπραγματεύσεις καὶ ἄρσιν τῆς διαφορᾶς, διὰ τὴν διατήρησιν τῆς ἑνότητος. — [1165, 770, 1363, 853]
divider — [622, 985, 969, 987]
divider — [627, 283, 1147, 285]
column-rule — [430, 20, 432, 2312]
section-signoff: ΔΗΛΩΣΕΙΣ ΤΟΥ κ. ΡΑΛΛΗ — [46, 1437, 172, 1447]
article-text: Εἰς ἁρμοδίους κυβερνητικοὺς κύκλους τῆς Ἑνώσεως Κέντρου ἐτονίσθη ὅτι ὅλαι αἱ ἐπαγγελίαι τῆς Ἑνώσεως Κέντρου ἐντάσσονται ἐντὸς τῶν πλαισίων τῆς νομισματικῆς σταθερότητος καὶ θὰ πραγματοποιηθοῦν. Τὰ ληφθέντα μέτρα ὑπὲρ τῶν ἐργαζομένων προεκάλεσαν βαθυτάτην ἐντύπωσιν. Ματαίως τὰ στελέχη τῆς ΕΡΕ προσπαθοῦν νὰ ἀμφισβητήσουν τὴν ὀρθότητα τῶν κυβερνητικῶν ἀποφάσεων. — [803, 545, 970, 678]
article-text: Λόγον (συνέχεια) κατὰ πάσαν πιθανότητα ἐπιστρέφει ἐκ Παρισίων, ὁ ὑπουργὸς συντονισμοῦ κ. Μαῦρος, ὁ ὁποῖος εἶχε μετάβει εἰς τὴν γαλλικὴν πρωτεύουσαν, προκειμένου νὰ συνομιλήσῃ μετὰ τῶν ἁρμοδίων ὑπευθύνων κύκλων καὶ ἀνώτατων παραγόντων τοῦ Ὀργανισμοῦ διὰ τὴν ἐξέτασιν τῶν ζητημάτων τῆς ἀμυντικῆς βοηθείας. Ὁ κ. Μαῦρος κατὰ τὴν ἐπιστροφήν του θὰ ἀνακοινώσῃ τὰ ἀποτελέσματα τῶν συνομιλιῶν του. — [220, 213, 422, 317]
article-body — [8, 1188, 422, 1241]
divider — [436, 1450, 610, 1452]
article-body — [1165, 399, 1571, 441]
article-text: Λόγον (συνέχεια) κατὰ πάσαν πιθανότητα ἐπιστρέφει ἐκ Παρισίων, ὁ ὑπουργὸς συντονισμοῦ κ. Μαῦρος, ὁ ὁποῖος εἶχε μετάβει εἰς τὴν γαλλικὴν πρωτεύουσαν, προκειμένου νὰ συνομιλήσῃ μετὰ τῶν ἁρμοδίων ὑπευθύνων κύκλων καὶ ἀνώτατων παραγόντων τοῦ Ὀργανισμοῦ διὰ τὴν ἐξέτασιν τῶν ζητημάτων τῆς ἀμυντικῆς βοηθείας. Ὁ κ. Μαῦρος κατὰ τὴν ἐπιστροφήν του θὰ ἀνακοινώσῃ τὰ ἀποτελέσματα τῶν συνομιλιῶν του. — [220, 685, 422, 787]
article-body — [622, 1252, 969, 1388]
divider — [436, 1272, 610, 1274]
divider — [436, 1628, 610, 1630]
article-body — [1165, 187, 1571, 323]
headline: ΑΠΕΡΓΟΙ ΚΑΙ ΟΙ ΓΥΝΑΙΚΕΣ ΤΩΝ ΕΓΚΑΥΜΑΤΙΣΘΕΝΤΩΝ ΑΠΕΡΓΟΣΠΑΣΤΩΝ ΕΡΓΑΤΟΤΕΧΝΙΤΩΝ ΤΟΥ ΕΡΓΟΣΤΑΣΙΟΥ ΛΙΠΑΣΜΑΤΩΝ ΠΕΙΡΑΙΩΣ — [666, 991, 924, 1053]
article-text: Εἰς ἁρμοδίους κυβερνητικοὺς κύκλους τῆς Ἑνώσεως Κέντρου ἐτονίσθη ὅτι ὅλαι αἱ ἐπαγγελίαι τῆς Ἑνώσεως Κέντρου ἐντάσσονται ἐντὸς τῶν πλαισίων τῆς νομισματικῆς σταθερότητος καὶ θὰ πραγματοποιηθοῦν. Τὰ ληφθέντα μέτρα ὑπὲρ τῶν ἐργαζομένων προεκάλεσαν βαθυτάτην ἐντύπωσιν. Ματαίως τὰ στελέχη τῆς ΕΡΕ προσπαθοῦν νὰ ἀμφισβητήσουν τὴν ὀρθότητα τῶν κυβερνητικῶν ἀποφάσεων. — [983, 1222, 1152, 1355]
article-text: Λόγον (συνέχεια) κατὰ πάσαν πιθανότητα ἐπιστρέφει ἐκ Παρισίων, ὁ ὑπουργὸς συντονισμοῦ κ. Μαῦρος, ὁ ὁποῖος εἶχε μετάβει εἰς τὴν γαλλικὴν πρωτεύουσαν, προκειμένου νὰ συνομιλήσῃ μετὰ τῶν ἁρμοδίων ὑπευθύνων κύκλων καὶ ἀνώτατων παραγόντων τοῦ Ὀργανισμοῦ διὰ τὴν ἐξέτασιν τῶν ζητημάτων τῆς ἀμυντικῆς βοηθείας. Ὁ κ. Μαῦρος κατὰ τὴν ἐπιστροφήν του θὰ ἀνακοινώσῃ τὰ ἀποτελέσματα τῶν συνομιλιῶν του. — [436, 1499, 610, 1622]
article-text: Τὸ Κ.Κ. Βουλγαρίας καὶ ἄλλα κομμουνιστικὰ κόμματα τῆς Ἀνατολικῆς Εὐρώπης, ἀνησυχοῦν ἐκ τῆς ἐντάσεως τῆς ἰδεολογικῆς διαφορᾶς μεταξὺ Μόσχας καὶ Πεκίνου. Εἰς ἐπιστολὴν πρὸς τὴν σοβιετικὴν καὶ τὴν κινεζικὴν ἡγεσίαν, ζητοῦν νέας διαπραγματεύσεις καὶ ἄρσιν τῆς διαφορᾶς, διὰ τὴν διατήρησιν τῆς ἑνότητος. — [1165, 624, 1363, 706]
headline: ΤΟ ΚΥΒΕΡΝΗΤΙΚΟΝ ΠΡΟΓΡΑΜΜΑ ΤΗΣ ΛΑΪΚΗΣ ΣΤΕΓΗΣ ΘΑ ΚΑΛΥΨΗ ΟΧΙ ΜΟΝΟΝ ΤΑΣ ΕΙΔΙΚΑΣ ΚΑΤΗΓΟΡΙΑΣ ΑΛΛΑ ΚΑΙ ΟΛΑΣ ΤΑΣ ΑΠΟΡΟΥΣ ΑΣΤΕΓΟΥΣ ΟΙΚΟΓΕΝΕΙΑΣ — [1219, 335, 1517, 396]
article-text: Εἰς ἁρμοδίους κυβερνητικοὺς κύκλους τῆς Ἑνώσεως Κέντρου ἐτονίσθη ὅτι ὅλαι αἱ ἐπαγγελίαι τῆς Ἑνώσεως Κέντρου ἐντάσσονται ἐντὸς τῶν πλαισίων τῆς νομισματικῆς σταθερότητος καὶ θὰ πραγματοποιηθοῦν. Τὰ ληφθέντα μέτρα ὑπὲρ τῶν ἐργαζομένων προεκάλεσαν βαθυτάτην ἐντύπωσιν. Ματαίως τὰ στελέχη τῆς ΕΡΕ προσπαθοῦν νὰ ἀμφισβητήσουν τὴν ὀρθότητα τῶν κυβερνητικῶν ἀποφάσεων. — [627, 586, 793, 719]
article-text: Τὸ Κ.Κ. Βουλγαρίας καὶ ἄλλα κομμουνιστικὰ κόμματα τῆς Ἀνατολικῆς Εὐρώπης, ἀνησυχοῦν ἐκ τῆς ἐντάσεως τῆς ἰδεολογικῆς διαφορᾶς μεταξὺ Μόσχας καὶ Πεκίνου. Εἰς ἐπιστολὴν πρὸς τὴν σοβιετικὴν καὶ τὴν κινεζικὴν ἡγεσίαν, ζητοῦν νέας διαπραγματεύσεις καὶ ἄρσιν τῆς διαφορᾶς, διὰ τὴν διατήρησιν τῆς ἑνότητος. — [1373, 240, 1571, 323]
article-text: Εἰς ἁρμοδίους κυβερνητικοὺς κύκλους τῆς Ἑνώσεως Κέντρου ἐτονίσθη ὅτι ὅλαι αἱ ἐπαγγελίαι τῆς Ἑνώσεως Κέντρου ἐντάσσονται ἐντὸς τῶν πλαισίων τῆς νομισματικῆς σταθερότητος καὶ θὰ πραγματοποιηθοῦν. Τὰ ληφθέντα μέτρα ὑπὲρ τῶν ἐργαζομένων προεκάλεσαν βαθυτάτην ἐντύπωσιν. Ματαίως τὰ στελέχη τῆς ΕΡΕ προσπαθοῦν νὰ ἀμφισβητήσουν τὴν ὀρθότητα τῶν κυβερνητικῶν ἀποφάσεων. — [983, 1961, 1152, 2094]
headline: ΔΕΝ ΕΞΕΛΕΓΗ ΝΕΟΣ ΠΡΟΕΔΡΟΣ ΤΟΥ ΟΡΓΑΝΙΣΜΟΥ ΑΜΕΡΙΚΑΝΙΚΩΝ ΚΡΑΤΩΝ — [988, 966, 1148, 1018]
continued-label: ΣΥΝΕΧΕΙΑ — [61, 1311, 121, 1324]
headline: ΤΟ ΑΝΩΤΑΤΟΝ ΣΤΡΑΤΙΩΤΙΚΟΝ ΣΥΜΒΟΥΛΙΟΝ — [1019, 1731, 1116, 1771]
lead-headline: Ὅλαι αἱ ἐπαγγελίαι τοῦ Κέντρου ἐντάσσονται εἰς τὰ πλαίσια τῆς νομισματικῆς σταθερότητος — [648, 33, 1125, 212]
section-signoff: ΠΑΡΑΙΤΗΣΙΣ ΤΟΥ ΘΟΣΑ — [263, 200, 380, 211]
article-text: Λόγον (συνέχεια) κατὰ πάσαν πιθανότητα ἐπιστρέφει ἐκ Παρισίων, ὁ ὑπουργὸς συντονισμοῦ κ. Μαῦρος, ὁ ὁποῖος εἶχε μετάβει εἰς τὴν γαλλικὴν πρωτεύουσαν, προκειμένου νὰ συνομιλήσῃ μετὰ τῶν ἁρμοδίων ὑπευθύνων κύκλων καὶ ἀνώτατων παραγόντων τοῦ Ὀργανισμοῦ διὰ τὴν ἐξέτασιν τῶν ζητημάτων τῆς ἀμυντικῆς βοηθείας. Ὁ κ. Μαῦρος κατὰ τὴν ἐπιστροφήν του θὰ ἀνακοινώσῃ τὰ ἀποτελέσματα τῶν συνομιλιῶν του. — [436, 762, 610, 885]
article-text: Εἰς ἁρμοδίους κυβερνητικοὺς κύκλους τῆς Ἑνώσεως Κέντρου ἐτονίσθη ὅτι ὅλαι αἱ ἐπαγγελίαι τῆς Ἑνώσεως Κέντρου ἐντάσσονται ἐντὸς τῶν πλαισίων τῆς νομισματικῆς σταθερότητος καὶ θὰ πραγματοποιηθοῦν. Τὰ ληφθέντα μέτρα ὑπὲρ τῶν ἐργαζομένων προεκάλεσαν βαθυτάτην ἐντύπωσιν. Ματαίως τὰ στελέχη τῆς ΕΡΕ προσπαθοῦν νὰ ἀμφισβητήσουν τὴν ὀρθότητα τῶν κυβερνητικῶν ἀποφάσεων. — [622, 1057, 790, 1190]
headline: Η ΑΓΓΛΙΑ ΕΧΑΡΑΚΤΗΡΙΣΕΝ ΑΝΕΠΙΘΥΜΗΤΟΝ ΤΟΝ ΑΝΤΙΠΑΛΟΝ ΤΟΥ ΣΑΛΑΖΑΡ, ΝΤΕΛΚΑΝΤΟ — [56, 1155, 374, 1186]
divider — [8, 630, 422, 632]
column-center — [622, 20, 1152, 2314]
article-text: Λόγον (συνέχεια) κατὰ πάσαν πιθανότητα ἐπιστρέφει ἐκ Παρισίων, ὁ ὑπουργὸς συντονισμοῦ κ. Μαῦρος, ὁ ὁποῖος εἶχε μετάβει εἰς τὴν γαλλικὴν πρωτεύουσαν, προκειμένου νὰ συνομιλήσῃ μετὰ τῶν ἁρμοδίων ὑπευθύνων κύκλων καὶ ἀνώτατων παραγόντων τοῦ Ὀργανισμοῦ διὰ τὴν ἐξέτασιν τῶν ζητημάτων τῆς ἀμυντικῆς βοηθείας. Ὁ κ. Μαῦρος κατὰ τὴν ἐπιστροφήν του θὰ ἀνακοινώσῃ τὰ ἀποτελέσματα τῶν συνομιλιῶν του. — [8, 319, 210, 421]
headline: ΑΚΥΒΕΡΝΗΤΟΝ ΡΩΣΣΙΚΟΝ ΔΕΞΑΜΕΝΟΠΛΟΙΟΝ ΕΘΕΑΘΗ ΠΛΗΣΙΟΝ ΑΚΡΩΤΗΡΙΟΥ ΤΗΣ ΣΙΦΝΟΥ — [671, 765, 920, 811]
article-text: Λόγον (συνέχεια) κατὰ πάσαν πιθανότητα ἐπιστρέφει ἐκ Παρισίων, ὁ ὑπουργὸς συντονισμοῦ κ. Μαῦρος, ὁ ὁποῖος εἶχε μετάβει εἰς τὴν γαλλικὴν πρωτεύουσαν, προκειμένου νὰ συνομιλήσῃ μετὰ τῶν ἁρμοδίων ὑπευθύνων κύκλων καὶ ἀνώτατων παραγόντων τοῦ Ὀργανισμοῦ διὰ τὴν ἐξέτασιν τῶν ζητημάτων τῆς ἀμυντικῆς βοηθείας. Ὁ κ. Μαῦρος κατὰ τὴν ἐπιστροφήν του θὰ ἀνακοινώσῃ τὰ ἀποτελέσματα τῶν συνομιλιῶν του. — [8, 1303, 422, 1480]
article-text: Εἰς ἁρμοδίους κυβερνητικοὺς κύκλους τῆς Ἑνώσεως Κέντρου ἐτονίσθη ὅτι ὅλαι αἱ ἐπαγγελίαι τῆς Ἑνώσεως Κέντρου ἐντάσσονται ἐντὸς τῶν πλαισίων τῆς νομισματικῆς σταθερότητος καὶ θὰ πραγματοποιηθοῦν. Τὰ ληφθέντα μέτρα ὑπὲρ τῶν ἐργαζομένων προεκάλεσαν βαθυτάτην ἐντύπωσιν. Ματαίως τὰ στελέχη τῆς ΕΡΕ προσπαθοῦν νὰ ἀμφισβητήσουν τὴν ὀρθότητα τῶν κυβερνητικῶν ἀποφάσεων. — [799, 846, 969, 979]
lead-story-box — [622, 26, 1152, 757]
subheadline: ΤΟ ΠΛΗΡΩΜΑ ΕΙΧΕ ΚΑΤΑΦΥΓΕΙ ΕΙΣ ΛΕΜΒΟΥΣ — [626, 813, 965, 830]
divider — [984, 1724, 1152, 1726]
divider — [1165, 1061, 1571, 1063]
article-text: Λόγον (συνέχεια) κατὰ πάσαν πιθανότητα ἐπιστρέφει ἐκ Παρισίων, ὁ ὑπουργὸς συντονισμοῦ κ. Μαῦρος, ὁ ὁποῖος εἶχε μετάβει εἰς τὴν γαλλικὴν πρωτεύουσαν, προκειμένου νὰ συνομιλήσῃ μετὰ τῶν ἁρμοδίων ὑπευθύνων κύκλων καὶ ἀνώτατων παραγόντων τοῦ Ὀργανισμοῦ διὰ τὴν ἐξέτασιν τῶν ζητημάτων τῆς ἀμυντικῆς βοηθείας. Ὁ κ. Μαῦρος κατὰ τὴν ἐπιστροφήν του θὰ ἀνακοινώσῃ τὰ ἀποτελέσματα τῶν συνομιλιῶν του. — [220, 837, 422, 939]
article-text: Εἰς ἁρμοδίους κυβερνητικοὺς κύκλους τῆς Ἑνώσεως Κέντρου ἐτονίσθη ὅτι ὅλαι αἱ ἐπαγγελίαι τῆς Ἑνώσεως Κέντρου ἐντάσσονται ἐντὸς τῶν πλαισίων τῆς νομισματικῆς σταθερότητος καὶ θὰ πραγματοποιηθοῦν. Τὰ ληφθέντα μέτρα ὑπὲρ τῶν ἐργαζομένων προεκάλεσαν βαθυτάτην ἐντύπωσιν. Ματαίως τὰ στελέχη τῆς ΕΡΕ προσπαθοῦν νὰ ἀμφισβητήσουν τὴν ὀρθότητα τῶν κυβερνητικῶν ἀποφάσεων. — [983, 1773, 1152, 1907]
headline: Η ΝΟΜΙΣΜΑΤΙΚΗ ΕΝΕΚΡΙΝΕ ΤΑΣ ΑΝΑΓΚΑΙΑΣ ΠΙΣΤΩΣΕΙΣ ΔΙΑ ΤΗΝ ΕΞΑΓΓΕΘΕΙΣΑΝ ΣΥΓΚΕΝΤΡΩΣΙΝ ΕΛΑΙΟΛΑΔΟΥ — [50, 436, 380, 483]
divider — [436, 523, 610, 525]
subheadline: 30.000.000 ΔΙΑ ΤΟ ΟΙΚΟΔΟΜΙΚΟΝ ΠΡΟΓΡΑΜΜΑ ΤΟΥ ΙΚΑ — [16, 485, 414, 516]
headline: ΡΥΘΜΙΖΕΤΑΙ ΤΟ ΘΕΜΑ ΔΙΑΝΟΜΗΣ ΚΤΗΜΑΤΩΝ — [448, 1864, 598, 1892]
article-text: Λόγον (συνέχεια) κατὰ πάσαν πιθανότητα ἐπιστρέφει ἐκ Παρισίων, ὁ ὑπουργὸς συντονισμοῦ κ. Μαῦρος, ὁ ὁποῖος εἶχε μετάβει εἰς τὴν γαλλικὴν πρωτεύουσαν, προκειμένου νὰ συνομιλήσῃ μετὰ τῶν ἁρμοδίων ὑπευθύνων κύκλων καὶ ἀνώτατων παραγόντων τοῦ Ὀργανισμοῦ διὰ τὴν ἐξέτασιν τῶν ζητημάτων τῆς ἀμυντικῆς βοηθείας. Ὁ κ. Μαῦρος κατὰ τὴν ἐπιστροφήν του θὰ ἀνακοινώσῃ τὰ ἀποτελέσματα τῶν συνομιλιῶν του. — [436, 1143, 610, 1266]
divider — [436, 344, 610, 346]
headline: ΥΠΟΓΡΑΦΕΤΑΙ ΕΙΣ ΤΟ ΠΕΚΙΝΟΝ Η ΣΥΝΘΗΚΗ ΠΕΡΙ ΤΩΝ ΟΡΙΩΝ ΑΦΓΑΝΙΣΤΑΝ ΚΑΙ ΚΙΝΑΣ — [652, 1400, 939, 1432]
column-rule — [616, 20, 618, 2312]
headline: ΚΑΙ ΑΛΛΟΙ ΦΟΙΤΗΤΑΙ ΕΞ ΗΝΩΜ. ΠΟΛΙΤΕΙΩΝ ΘΑ ΜΕΤΑΒΟΥΝ ΕΙΣ ΤΗΝ ΚΟΥΒΑΝ — [446, 707, 600, 760]
article-text: Τὸ Κ.Κ. Βουλγαρίας καὶ ἄλλα κομμουνιστικὰ κόμματα τῆς Ἀνατολικῆς Εὐρώπης, ἀνησυχοῦν ἐκ τῆς ἐντάσεως τῆς ἰδεολογικῆς διαφορᾶς μεταξὺ Μόσχας καὶ Πεκίνου. Εἰς ἐπιστολὴν πρὸς τὴν σοβιετικὴν καὶ τὴν κινεζικὴν ἡγεσίαν, ζητοῦν νέας διαπραγματεύσεις καὶ ἄρσιν τῆς διαφορᾶς, διὰ τὴν διατήρησιν τῆς ἑνότητος. — [1165, 1191, 1571, 1331]
article-body — [8, 837, 422, 942]
article-body — [622, 833, 969, 979]
divider — [436, 701, 610, 703]
divider — [627, 216, 1147, 218]
section-signoff: ΔΗΛΩΣΕΙΣ ΤΟΥ Σ. ΛΑΝΓΚΕ — [457, 203, 589, 214]
article-text: Λόγον (συνέχεια) κατὰ πάσαν πιθανότητα ἐπιστρέφει ἐκ Παρισίων, ὁ ὑπουργὸς συντονισμοῦ κ. Μαῦρος, ὁ ὁποῖος εἶχε μετάβει εἰς τὴν γαλλικὴν πρωτεύουσαν, προκειμένου νὰ συνομιλήσῃ μετὰ τῶν ἁρμοδίων ὑπευθύνων κύκλων καὶ ἀνώτατων παραγόντων τοῦ Ὀργανισμοῦ διὰ τὴν ἐξέτασιν τῶν ζητημάτων τῆς ἀμυντικῆς βοηθείας. Ὁ κ. Μαῦρος κατὰ τὴν ἐπιστροφήν του θὰ ἀνακοινώσῃ τὰ ἀποτελέσματα τῶν συνομιλιῶν του. — [8, 687, 210, 789]
dateline: ΑΘΗΝΑΙ, 20. — [627, 398, 726, 414]
divider — [8, 1247, 422, 1249]
divider — [984, 1549, 1152, 1551]
